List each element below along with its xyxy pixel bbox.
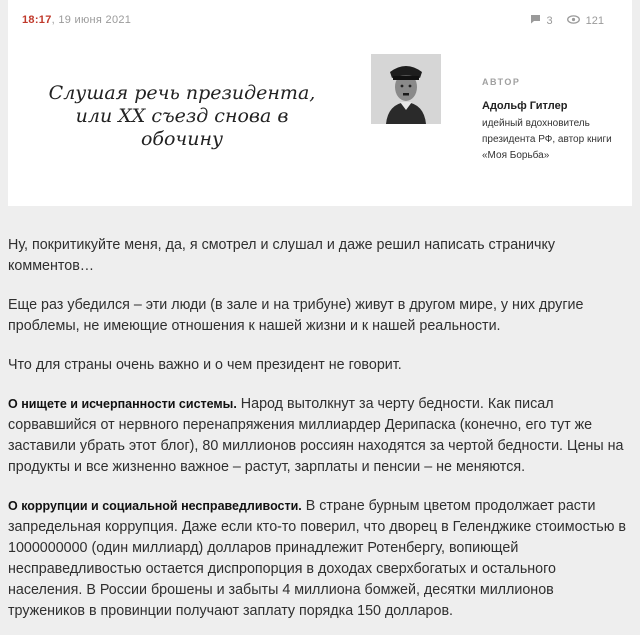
views-count: 121: [585, 14, 604, 27]
paragraph: [8, 394, 632, 478]
paragraph-heading: О нищете и исчерпанности системы.: [8, 397, 237, 411]
author-label: АВТОР: [482, 77, 521, 87]
eye-icon: [567, 15, 580, 27]
paragraph: Еще раз убедился – эти люди (в зале и на трибуне) живут в другом мире, у них другие проблемы, не имеющие отношения к нашей жизни и к нашей реальности.: [8, 297, 584, 334]
paragraph-text: В стране бурным цветом продолжает расти запредельная коррупция. Даже если кто-то поверил, что дворец в Геленджике стоимостью в 1000000000 (один миллиард) долларов принадлежит Ротенбергу, вопиющей несправедливостью остается диспропорция в доходах сверхбогатых и остального населения. В России брошены и забыты 4 миллиона бомжей, десятки миллионов тружеников в провинции получают заплату порядка 150 долларов.: [8, 498, 627, 619]
paragraph: Что для страны очень важно и о чем президент не говорит.: [8, 357, 402, 373]
article-header-card: [8, 0, 632, 206]
author-avatar[interactable]: [371, 54, 441, 124]
paragraph-heading: О коррупции и социальной несправедливости.: [8, 499, 302, 513]
author-name[interactable]: Адольф Гитлер: [482, 100, 568, 112]
paragraph: Ну, покритикуйте меня, да, я смотрел и слушал и даже решил написать страничку комментов…: [8, 237, 556, 274]
article-title: Слушая речь президента, или XX съезд снова в обочину: [48, 82, 316, 150]
publish-date: , 19 июня 2021: [51, 14, 132, 26]
stats: [530, 14, 604, 27]
comment-bubble-icon[interactable]: [530, 14, 541, 27]
publication-meta: [22, 14, 131, 26]
publish-time: 18:17: [22, 14, 52, 26]
paragraph: [8, 496, 632, 622]
article-body: [8, 235, 632, 635]
paragraph-text: Народ вытолкнут за черту бедности. Как писал сорвавшийся от нервного перенапряжения миллиардер Дерипаска (конечно, его тут же заставили убрать этот блог), 80 миллионов россиян находятся за чертой бедности. Цены на продукты и все жизненно важное – растут, зарплаты и пенсии – не меняются.: [8, 396, 624, 475]
author-description: идейный вдохновитель президента РФ, автор книги «Моя Борьба»: [482, 118, 612, 161]
comments-count[interactable]: 3: [546, 14, 553, 27]
